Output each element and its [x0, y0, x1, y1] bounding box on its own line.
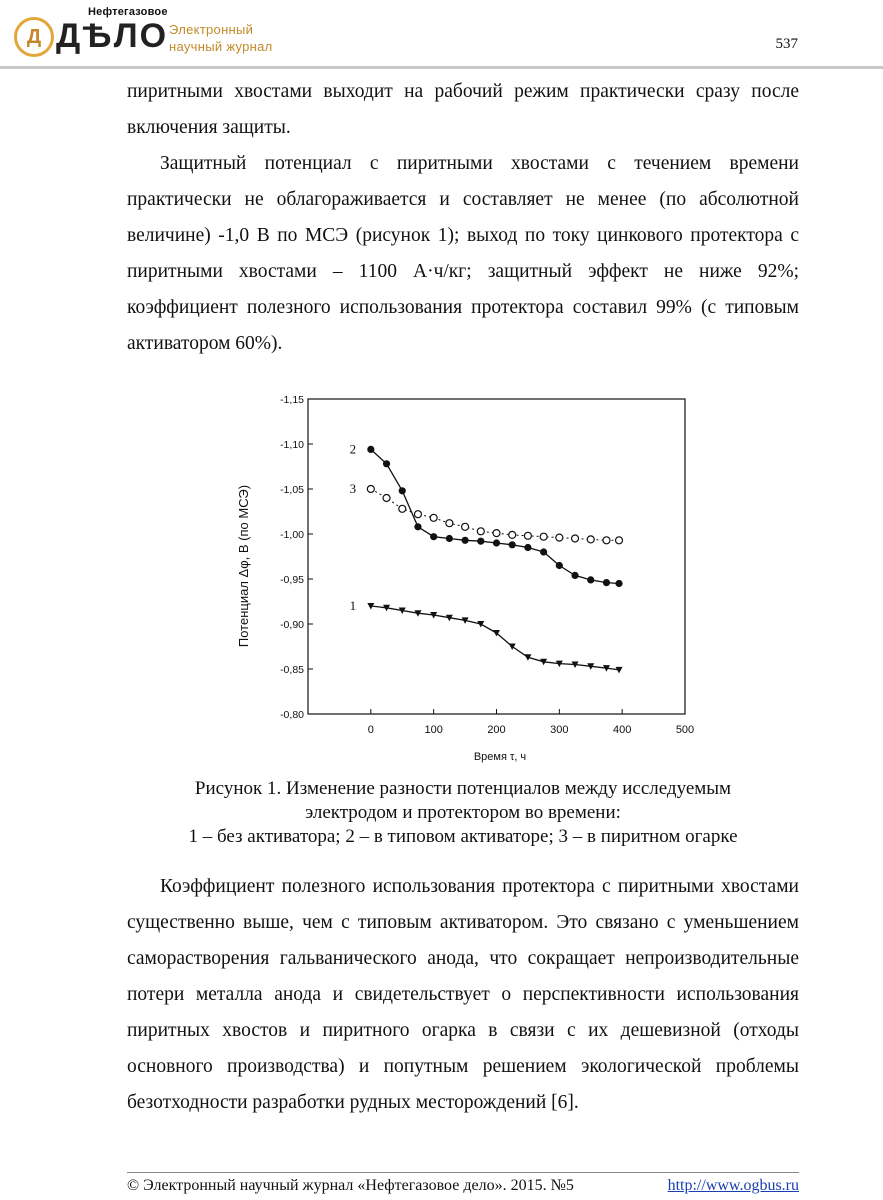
journal-logo-emblem: Д	[14, 17, 54, 57]
paragraph-1: пиритными хвостами выходит на рабочий режим практически сразу после включения защиты.	[127, 81, 799, 138]
chart-point	[367, 486, 374, 493]
chart-point	[616, 537, 623, 544]
chart-point	[446, 520, 453, 527]
logo-subtitle-line-1: Электронный	[169, 22, 254, 37]
chart-y-axis-label: Потенциал Δφ, В (по МСЭ)	[236, 484, 251, 648]
chart-point	[509, 531, 516, 538]
chart-x-axis-label: Время τ, ч	[473, 751, 527, 763]
chart-point	[587, 536, 594, 543]
chart-point	[414, 511, 421, 518]
chart-point	[446, 535, 453, 542]
chart-series-1	[350, 598, 623, 673]
chart-point	[477, 538, 484, 545]
chart-series-label: 3	[349, 481, 357, 496]
chart-series-label: 1	[349, 598, 357, 613]
paragraph-2: Защитный потенциал с пиритными хвостами с течением времени практически не облагораживается и составляет не менее (по абсолютной величине) -1,0 В по МСЭ (рисунок 1); выход по току цинкового протектора с пиритными хвостами – 1100 А·ч/кг; защитный эффект не ниже 92%; коэффициент полезного использования протектора составил 99% (с типовым активатором 60%).	[127, 153, 799, 354]
chart-x-tick-label: 0	[367, 724, 374, 736]
chart-series-label: 2	[349, 441, 357, 457]
footer-copyright: © Электронный научный журнал «Нефтегазовое дело». 2015. №5	[127, 1177, 574, 1194]
chart-series-2	[350, 441, 623, 587]
chart-x-tick-label: 100	[424, 724, 443, 736]
chart-point	[509, 644, 516, 651]
chart-point	[572, 535, 579, 542]
chart-y-tick-label: -1,00	[280, 529, 304, 541]
chart-point	[587, 576, 594, 583]
header-divider	[0, 66, 883, 69]
chart-point	[477, 621, 484, 628]
chart-point	[571, 572, 578, 579]
journal-header	[0, 0, 883, 70]
chart-x-tick-label: 400	[612, 724, 632, 736]
footer-divider	[127, 1172, 799, 1173]
chart-point	[540, 533, 547, 540]
chart-point	[430, 514, 437, 521]
chart-point	[493, 539, 500, 546]
logo-small-text: Нефтегазовое	[88, 6, 168, 18]
chart-point	[383, 460, 390, 467]
chart-point	[414, 523, 421, 530]
figure-caption-line-3: 1 – без активатора; 2 – в типовом активаторе; 3 – в пиритном огарке	[188, 826, 738, 847]
chart-y-tick-label: -0,85	[280, 664, 304, 676]
figure-caption	[127, 777, 799, 849]
chart-point	[540, 548, 547, 555]
chart-line-1	[371, 606, 619, 670]
chart-point	[509, 541, 516, 548]
logo-subtitle	[169, 21, 273, 55]
chart-point	[367, 446, 374, 453]
chart-point	[524, 544, 531, 551]
footer-link[interactable]: http://www.ogbus.ru	[667, 1177, 799, 1194]
page-number: 537	[775, 36, 798, 52]
paragraph-3: Коэффициент полезного использования протектора с пиритными хвостами существенно выше, чем с типовым активатором. Это связано с уменьшением саморастворения гальванического анода, что сокращает непроизводительные потери металла анода и свидетельствует о перспективности использования пиритных хвостов и пиритного огарка в связи с их дешевизной (отходы основного производства) и попутным решением экологической проблемы безотходности разработки рудных месторождений [6].	[127, 876, 799, 1113]
chart-y-tick-label: -0,90	[280, 619, 304, 631]
chart-y-tick-label: -1,15	[280, 394, 304, 406]
chart-point	[462, 523, 469, 530]
chart-point	[493, 530, 500, 537]
potential-vs-time-chart	[220, 383, 700, 773]
chart-x-tick-label: 500	[675, 724, 695, 736]
logo-main-text: ДѢЛО	[56, 17, 169, 55]
chart-point	[399, 487, 406, 494]
chart-y-tick-label: -0,95	[280, 574, 304, 586]
logo-subtitle-line-2: научный журнал	[169, 39, 273, 54]
chart-point	[603, 579, 610, 586]
chart-point	[461, 537, 468, 544]
chart-point	[399, 505, 406, 512]
chart-line-2	[371, 449, 619, 583]
chart-point	[383, 495, 390, 502]
figure-caption-line-1: Рисунок 1. Изменение разности потенциалов между исследуемым	[194, 778, 732, 799]
chart-series-3	[350, 481, 623, 544]
chart-y-tick-label: -1,10	[280, 439, 304, 451]
chart-point	[556, 534, 563, 541]
chart-point	[524, 532, 531, 539]
chart-x-tick-label: 200	[487, 724, 506, 736]
chart-y-tick-label: -1,05	[280, 484, 304, 496]
chart-point	[556, 562, 563, 569]
chart-plot-frame	[308, 399, 685, 714]
chart-point	[603, 537, 610, 544]
figure-caption-line-2: электродом и протектором во времени:	[305, 802, 621, 823]
chart-x-tick-label: 300	[550, 724, 569, 736]
chart-y-tick-label: -0,80	[280, 709, 304, 721]
chart-point	[615, 580, 622, 587]
chart-point	[430, 533, 437, 540]
chart-point	[477, 528, 484, 535]
